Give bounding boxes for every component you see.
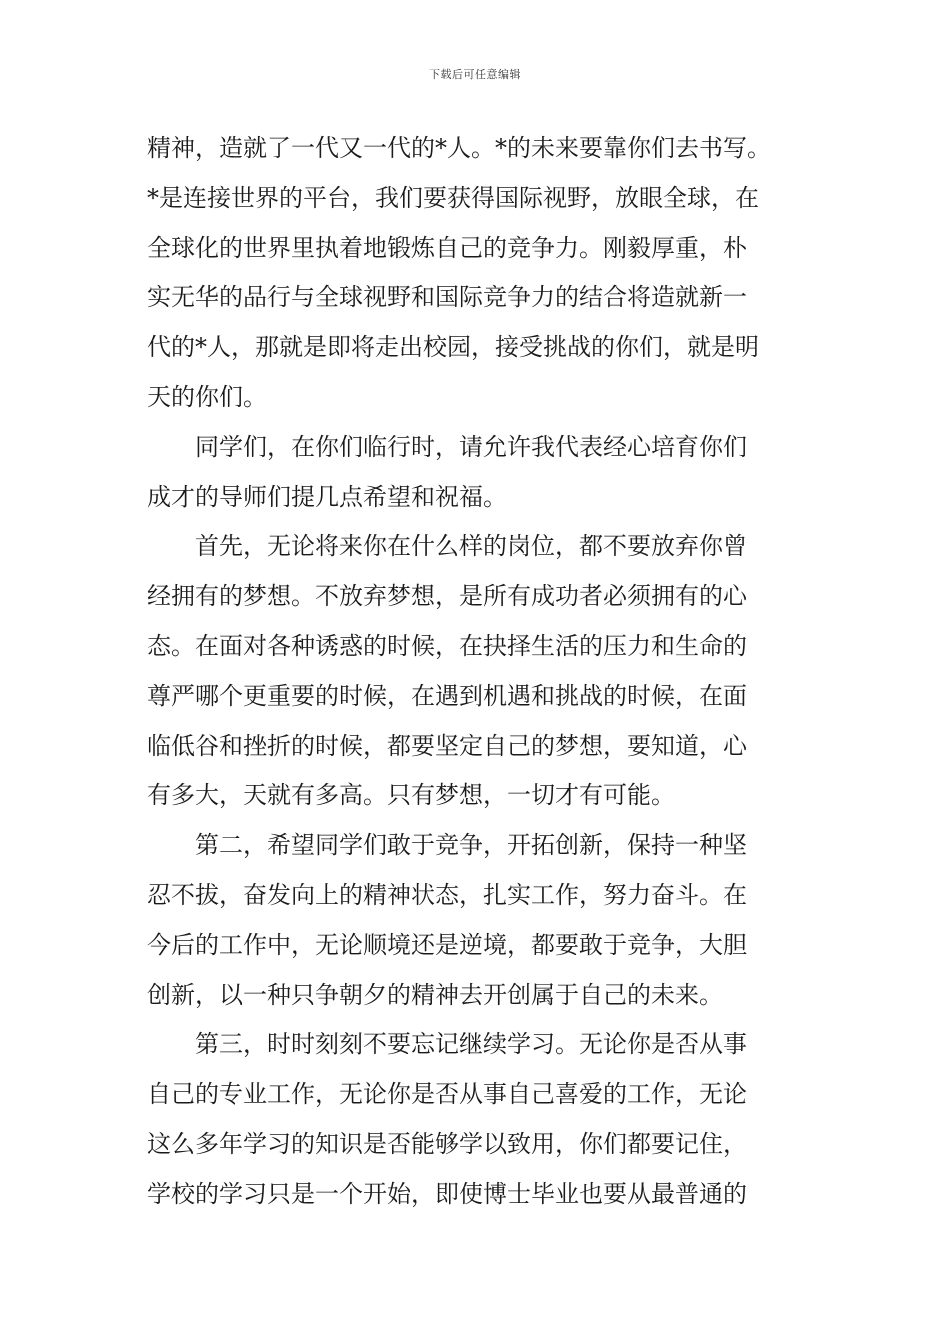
text-line: 创新，以一种只争朝夕的精神去开创属于自己的未来。 [147,980,723,1009]
text-line: 首先，无论将来你在什么样的岗位，都不要放弃你曾 [195,532,747,561]
text-line: *是连接世界的平台，我们要获得国际视野，放眼全球，在 [147,183,759,212]
text-line: 天的你们。 [147,382,267,411]
text-line: 自己的专业工作，无论你是否从事自己喜爱的工作，无论 [147,1080,747,1109]
text-line: 第三，时时刻刻不要忘记继续学习。无论你是否从事 [195,1030,747,1059]
text-line: 全球化的世界里执着地锻炼自己的竞争力。刚毅厚重，朴 [147,233,747,262]
text-line: 同学们，在你们临行时，请允许我代表经心培育你们 [195,432,747,461]
text-line: 临低谷和挫折的时候，都要坚定自己的梦想，要知道，心 [147,731,747,760]
page-header: 下载后可任意编辑 [429,68,521,81]
text-line: 经拥有的梦想。不放弃梦想，是所有成功者必须拥有的心 [147,582,747,611]
text-line: 今后的工作中，无论顺境还是逆境，都要敢于竞争，大胆 [147,930,747,959]
text-line: 成才的导师们提几点希望和祝福。 [147,482,507,511]
text-line: 代的*人，那就是即将走出校园，接受挑战的你们，就是明 [147,333,759,362]
text-line: 尊严哪个更重要的时候，在遇到机遇和挑战的时候，在面 [147,681,747,710]
text-line: 精神，造就了一代又一代的*人。*的未来要靠你们去书写。 [147,134,771,162]
text-line: 实无华的品行与全球视野和国际竞争力的结合将造就新一 [147,283,747,312]
text-line: 态。在面对各种诱惑的时候，在抉择生活的压力和生命的 [147,631,747,660]
document-body [147,124,812,1220]
text-line: 这么多年学习的知识是否能够学以致用，你们都要记住， [147,1129,747,1158]
text-line: 有多大，天就有多高。只有梦想，一切才有可能。 [147,781,675,810]
text-line: 忍不拔，奋发向上的精神状态，扎实工作，努力奋斗。在 [147,880,747,909]
text-line: 学校的学习只是一个开始，即使博士毕业也要从最普通的 [147,1179,747,1208]
text-line: 第二，希望同学们敢于竞争，开拓创新，保持一种坚 [195,831,747,860]
